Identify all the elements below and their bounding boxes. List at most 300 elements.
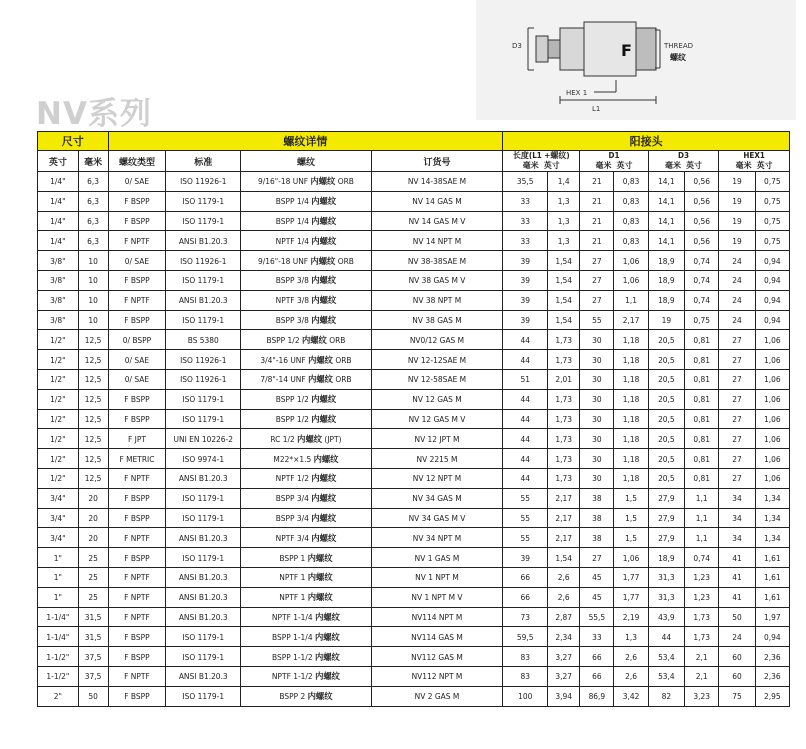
- cell-thread-type: 0/ SAE: [108, 369, 166, 389]
- thread-cn-label: 螺纹: [670, 53, 686, 62]
- cell-d1-inch: 1,18: [614, 429, 648, 449]
- cell-d1-mm: 21: [580, 172, 614, 192]
- cell-hex1-mm: 50: [719, 607, 755, 627]
- cell-thread: [241, 389, 372, 409]
- thread-label: THREAD: [664, 42, 694, 50]
- cell-mm: 50: [78, 686, 108, 706]
- cell-length-mm: 33: [503, 191, 548, 211]
- cell-thread-type: F BSPP: [108, 211, 166, 231]
- cell-inch: 1": [38, 587, 79, 607]
- cell-mm: 31,5: [78, 627, 108, 647]
- cell-mm: 25: [78, 587, 108, 607]
- cell-order-no: NV 12 JPT M: [371, 429, 503, 449]
- cell-d1-inch: 0,83: [614, 172, 648, 192]
- cell-length-mm: 44: [503, 449, 548, 469]
- cell-d3-mm: 18,9: [648, 251, 684, 271]
- cell-d3-inch: 0,74: [685, 251, 719, 271]
- thread-spec: BSPP 1/2: [275, 394, 309, 405]
- cell-order-no: NV 12 GAS M: [371, 389, 503, 409]
- cell-length-inch: 3,94: [548, 686, 580, 706]
- col-hex1-units: 毫米 英寸: [735, 161, 773, 170]
- cell-hex1-mm: 27: [719, 350, 755, 370]
- cell-d1-inch: 1,06: [614, 548, 648, 568]
- cell-order-no: NV 2 GAS M: [371, 686, 503, 706]
- cell-mm: 10: [78, 310, 108, 330]
- cell-d1-mm: 38: [580, 508, 614, 528]
- cell-thread: [241, 488, 372, 508]
- cell-hex1-mm: 41: [719, 548, 755, 568]
- cell-d3-mm: 20,5: [648, 389, 684, 409]
- cell-inch: 3/8": [38, 251, 79, 271]
- cell-length-mm: 55: [503, 508, 548, 528]
- thread-inner-label: 内螺纹: [308, 374, 333, 385]
- cell-thread: [241, 666, 372, 686]
- thread-spec: NPTF 3/4: [275, 532, 309, 543]
- cell-length-inch: 2,87: [548, 607, 580, 627]
- cell-d3-inch: 0,56: [685, 211, 719, 231]
- cell-thread-type: F BSPP: [108, 686, 166, 706]
- cell-thread: [241, 172, 372, 192]
- cell-hex1-mm: 27: [719, 449, 755, 469]
- cell-hex1-mm: 27: [719, 389, 755, 409]
- cell-d3-inch: 0,81: [685, 449, 719, 469]
- cell-thread: [241, 270, 372, 290]
- table-row: [38, 330, 790, 350]
- cell-thread-type: F NPTF: [108, 468, 166, 488]
- cell-d3-inch: 0,74: [685, 290, 719, 310]
- table-row: [38, 607, 790, 627]
- cell-length-mm: 59,5: [503, 627, 548, 647]
- cell-thread-type: F NPTF: [108, 607, 166, 627]
- cell-length-inch: 2,17: [548, 528, 580, 548]
- thread-spec: BSPP 1: [279, 552, 306, 563]
- cell-standard: ANSI B1.20.3: [166, 290, 241, 310]
- cell-inch: 1-1/2": [38, 666, 79, 686]
- cell-d1-mm: 45: [580, 567, 614, 587]
- fitting-drawing: [476, 0, 796, 120]
- thread-inner-label: 内螺纹: [307, 552, 333, 563]
- table-row: [38, 548, 790, 568]
- cell-d3-mm: 14,1: [648, 211, 684, 231]
- table-row: [38, 270, 790, 290]
- cell-order-no: NV114 NPT M: [371, 607, 503, 627]
- thread-spec: BSPP 3/4: [275, 493, 309, 504]
- cell-hex1-inch: 1,06: [755, 429, 789, 449]
- cell-thread-type: F NPTF: [108, 666, 166, 686]
- cell-hex1-inch: 0,94: [755, 251, 789, 271]
- cell-standard: ISO 1179-1: [166, 627, 241, 647]
- cell-d3-mm: 53,4: [648, 666, 684, 686]
- cell-length-inch: 1,73: [548, 350, 580, 370]
- cell-mm: 20: [78, 508, 108, 528]
- cell-d1-mm: 33: [580, 627, 614, 647]
- cell-inch: 1-1/4": [38, 607, 79, 627]
- cell-d3-mm: 18,9: [648, 270, 684, 290]
- table-row: [38, 350, 790, 370]
- table-row: [38, 647, 790, 667]
- cell-d1-mm: 55: [580, 310, 614, 330]
- cell-hex1-mm: 24: [719, 290, 755, 310]
- cell-d1-mm: 30: [580, 350, 614, 370]
- cell-d1-inch: 2,19: [614, 607, 648, 627]
- cell-d3-mm: 27,9: [648, 508, 684, 528]
- thread-spec: BSPP 1/2: [266, 334, 300, 345]
- cell-order-no: NV 34 GAS M: [371, 488, 503, 508]
- col-d1: [580, 151, 648, 172]
- cell-d1-mm: 27: [580, 270, 614, 290]
- cell-standard: ISO 9974-1: [166, 449, 241, 469]
- cell-mm: 12,5: [78, 369, 108, 389]
- cell-d3-inch: 1,73: [685, 627, 719, 647]
- cell-d1-inch: 1,1: [614, 290, 648, 310]
- cell-standard: ISO 1179-1: [166, 548, 241, 568]
- cell-length-mm: 39: [503, 548, 548, 568]
- cell-d3-mm: 19: [648, 310, 684, 330]
- cell-d3-inch: 0,74: [685, 548, 719, 568]
- cell-order-no: NV 38-38SAE M: [371, 251, 503, 271]
- cell-d1-inch: 1,5: [614, 488, 648, 508]
- cell-hex1-inch: 1,06: [755, 409, 789, 429]
- cell-d3-inch: 3,23: [685, 686, 719, 706]
- l1-label: L1: [592, 105, 601, 113]
- cell-order-no: NV 1 GAS M: [371, 548, 503, 568]
- thread-inner-label: 内螺纹: [314, 651, 340, 662]
- cell-thread-type: F BSPP: [108, 647, 166, 667]
- cell-inch: 1/2": [38, 389, 79, 409]
- cell-d1-inch: 3,42: [614, 686, 648, 706]
- cell-hex1-inch: 0,94: [755, 627, 789, 647]
- cell-d3-mm: 44: [648, 627, 684, 647]
- cell-mm: 25: [78, 567, 108, 587]
- col-thread-type: 螺纹类型: [108, 151, 166, 172]
- cell-d1-inch: 2,17: [614, 310, 648, 330]
- cell-standard: ANSI B1.20.3: [166, 607, 241, 627]
- cell-d3-inch: 1,23: [685, 567, 719, 587]
- thread-spec: BSPP 1/2: [275, 413, 309, 424]
- cell-d3-inch: 0,74: [685, 270, 719, 290]
- cell-thread-type: F BSPP: [108, 488, 166, 508]
- col-inch: 英寸: [38, 151, 79, 172]
- thread-inner-label: 内螺纹: [311, 394, 337, 405]
- thread-spec: BSPP 1/4: [275, 196, 309, 207]
- thread-inner-label: 内螺纹: [311, 413, 337, 424]
- cell-d1-inch: 0,83: [614, 211, 648, 231]
- cell-length-mm: 83: [503, 647, 548, 667]
- thread-spec: 7/8"-14 UNF: [260, 374, 306, 385]
- cell-hex1-mm: 24: [719, 270, 755, 290]
- cell-d1-mm: 66: [580, 647, 614, 667]
- cell-inch: 1/2": [38, 369, 79, 389]
- thread-inner-label: 内螺纹: [307, 592, 333, 603]
- cell-length-mm: 39: [503, 270, 548, 290]
- cell-d1-inch: 1,18: [614, 330, 648, 350]
- cell-standard: ISO 11926-1: [166, 350, 241, 370]
- thread-inner-label: 内螺纹: [311, 295, 337, 306]
- table-row: [38, 172, 790, 192]
- cell-thread: [241, 231, 372, 251]
- cell-thread: [241, 686, 372, 706]
- cell-d1-inch: 1,18: [614, 449, 648, 469]
- cell-thread-type: F BSPP: [108, 627, 166, 647]
- cell-thread-type: F NPTF: [108, 567, 166, 587]
- thread-inner-label: 内螺纹: [297, 433, 323, 444]
- cell-d3-inch: 1,1: [685, 528, 719, 548]
- cell-length-mm: 44: [503, 389, 548, 409]
- cell-d3-inch: 0,81: [685, 429, 719, 449]
- hex-label: HEX 1: [566, 89, 588, 97]
- cell-hex1-mm: 27: [719, 330, 755, 350]
- cell-thread: [241, 191, 372, 211]
- cell-inch: 3/4": [38, 528, 79, 548]
- cell-order-no: NV 14-38SAE M: [371, 172, 503, 192]
- cell-thread: [241, 350, 372, 370]
- cell-inch: 1/4": [38, 172, 79, 192]
- cell-hex1-mm: 75: [719, 686, 755, 706]
- cell-d1-mm: 27: [580, 548, 614, 568]
- cell-hex1-mm: 19: [719, 231, 755, 251]
- cell-hex1-inch: 2,36: [755, 666, 789, 686]
- thread-spec: BSPP 3/8: [275, 314, 309, 325]
- cell-hex1-inch: 0,75: [755, 191, 789, 211]
- group-male: 阳接头: [503, 132, 790, 151]
- cell-hex1-mm: 24: [719, 251, 755, 271]
- group-thread: 螺纹详情: [108, 132, 503, 151]
- cell-thread-type: F BSPP: [108, 270, 166, 290]
- cell-inch: 1-1/2": [38, 647, 79, 667]
- cell-d1-mm: 27: [580, 290, 614, 310]
- thread-spec: NPTF 1-1/2: [271, 671, 313, 682]
- cell-d1-mm: 66: [580, 666, 614, 686]
- spec-table: [37, 131, 790, 707]
- cell-length-inch: 1,4: [548, 172, 580, 192]
- cell-d3-inch: 0,56: [685, 172, 719, 192]
- cell-inch: 1-1/4": [38, 627, 79, 647]
- cell-standard: ISO 1179-1: [166, 508, 241, 528]
- cell-hex1-mm: 34: [719, 508, 755, 528]
- cell-thread: [241, 449, 372, 469]
- cell-thread-type: F NPTF: [108, 587, 166, 607]
- cell-length-mm: 44: [503, 350, 548, 370]
- cell-length-mm: 73: [503, 607, 548, 627]
- cell-hex1-mm: 41: [719, 567, 755, 587]
- cell-length-mm: 83: [503, 666, 548, 686]
- cell-mm: 12,5: [78, 429, 108, 449]
- thread-spec: NPTF 1: [279, 592, 306, 603]
- cell-thread: [241, 290, 372, 310]
- cell-d1-mm: 55,5: [580, 607, 614, 627]
- cell-inch: 1/4": [38, 191, 79, 211]
- cell-mm: 6,3: [78, 231, 108, 251]
- cell-mm: 20: [78, 488, 108, 508]
- cell-length-inch: 1,54: [548, 310, 580, 330]
- cell-inch: 1/2": [38, 429, 79, 449]
- cell-inch: 1/2": [38, 468, 79, 488]
- cell-length-inch: 2,17: [548, 508, 580, 528]
- cell-d3-inch: 2,1: [685, 666, 719, 686]
- cell-thread: [241, 369, 372, 389]
- cell-d1-inch: 1,18: [614, 409, 648, 429]
- cell-thread: [241, 647, 372, 667]
- cell-order-no: NV 38 GAS M: [371, 310, 503, 330]
- cell-d3-mm: 20,5: [648, 369, 684, 389]
- cell-d3-mm: 14,1: [648, 231, 684, 251]
- cell-thread: [241, 528, 372, 548]
- thread-inner-label: 内螺纹: [307, 691, 333, 702]
- cell-d1-inch: 2,6: [614, 666, 648, 686]
- cell-d3-inch: 0,81: [685, 468, 719, 488]
- cell-length-inch: 1,73: [548, 449, 580, 469]
- cell-thread: [241, 567, 372, 587]
- cell-mm: 31,5: [78, 607, 108, 627]
- cell-d1-mm: 38: [580, 528, 614, 548]
- cell-length-inch: 2,01: [548, 369, 580, 389]
- cell-d1-inch: 1,5: [614, 528, 648, 548]
- cell-d3-inch: 0,56: [685, 231, 719, 251]
- cell-thread-type: F JPT: [108, 429, 166, 449]
- cell-thread-type: F BSPP: [108, 508, 166, 528]
- cell-hex1-inch: 1,61: [755, 587, 789, 607]
- cell-hex1-mm: 24: [719, 310, 755, 330]
- cell-thread-type: F NPTF: [108, 528, 166, 548]
- cell-d1-mm: 21: [580, 191, 614, 211]
- table-row: [38, 666, 790, 686]
- cell-thread: [241, 409, 372, 429]
- cell-mm: 12,5: [78, 389, 108, 409]
- cell-d3-mm: 31,3: [648, 567, 684, 587]
- cell-inch: 3/4": [38, 508, 79, 528]
- cell-thread-type: 0/ SAE: [108, 350, 166, 370]
- cell-hex1-mm: 27: [719, 409, 755, 429]
- thread-inner-label: 内螺纹: [310, 255, 336, 266]
- cell-length-inch: 2,6: [548, 587, 580, 607]
- cell-d1-inch: 1,18: [614, 350, 648, 370]
- cell-thread: [241, 627, 372, 647]
- cell-hex1-inch: 1,06: [755, 468, 789, 488]
- cell-length-mm: 39: [503, 310, 548, 330]
- cell-d3-mm: 20,5: [648, 330, 684, 350]
- cell-standard: ANSI B1.20.3: [166, 567, 241, 587]
- col-mm: 毫米: [78, 151, 108, 172]
- cell-d1-mm: 30: [580, 389, 614, 409]
- cell-inch: 1/2": [38, 409, 79, 429]
- cell-hex1-inch: 1,61: [755, 567, 789, 587]
- thread-inner-label: 内螺纹: [307, 572, 333, 583]
- cell-mm: 6,3: [78, 172, 108, 192]
- cell-d3-mm: 27,9: [648, 488, 684, 508]
- cell-d1-mm: 30: [580, 409, 614, 429]
- cell-length-mm: 44: [503, 330, 548, 350]
- col-thread: 螺纹: [241, 151, 372, 172]
- cell-length-inch: 1,73: [548, 409, 580, 429]
- cell-d1-mm: 30: [580, 429, 614, 449]
- cell-hex1-mm: 41: [719, 587, 755, 607]
- cell-thread: [241, 607, 372, 627]
- cell-order-no: NV114 GAS M: [371, 627, 503, 647]
- cell-inch: 3/8": [38, 290, 79, 310]
- cell-order-no: NV112 NPT M: [371, 666, 503, 686]
- cell-hex1-mm: 27: [719, 468, 755, 488]
- cell-thread-type: F BSPP: [108, 409, 166, 429]
- cell-hex1-inch: 1,61: [755, 548, 789, 568]
- cell-hex1-mm: 27: [719, 369, 755, 389]
- cell-hex1-inch: 0,75: [755, 172, 789, 192]
- cell-order-no: NV0/12 GAS M: [371, 330, 503, 350]
- thread-spec: 9/16"-18 UNF: [257, 255, 309, 266]
- cell-length-inch: 1,3: [548, 191, 580, 211]
- table-row: [38, 528, 790, 548]
- table-row: [38, 686, 790, 706]
- cell-thread-type: F BSPP: [108, 310, 166, 330]
- cell-order-no: NV 12 GAS M V: [371, 409, 503, 429]
- thread-spec: BSPP 2: [279, 691, 306, 702]
- cell-length-mm: 44: [503, 429, 548, 449]
- table-row: [38, 508, 790, 528]
- cell-length-inch: 2,17: [548, 488, 580, 508]
- thread-spec: BSPP 3/4: [275, 512, 309, 523]
- cell-d3-mm: 20,5: [648, 449, 684, 469]
- cell-standard: ISO 1179-1: [166, 191, 241, 211]
- cell-thread: [241, 587, 372, 607]
- cell-length-inch: 1,54: [548, 270, 580, 290]
- cell-length-inch: 2,6: [548, 567, 580, 587]
- thread-suffix: ORB: [332, 354, 352, 365]
- thread-suffix: ORB: [326, 334, 346, 345]
- cell-inch: 1/2": [38, 330, 79, 350]
- cell-length-inch: 3,27: [548, 647, 580, 667]
- cell-mm: 10: [78, 270, 108, 290]
- thread-spec: NPTF 1: [279, 572, 306, 583]
- cell-standard: ISO 1179-1: [166, 389, 241, 409]
- cell-hex1-inch: 1,06: [755, 330, 789, 350]
- table-row: [38, 587, 790, 607]
- cell-d1-inch: 1,18: [614, 369, 648, 389]
- cell-d3-mm: 20,5: [648, 409, 684, 429]
- cell-hex1-inch: 1,34: [755, 508, 789, 528]
- thread-spec: M22*×1.5: [273, 453, 312, 464]
- cell-inch: 3/8": [38, 310, 79, 330]
- cell-d3-inch: 0,56: [685, 191, 719, 211]
- cell-order-no: NV 1 NPT M: [371, 567, 503, 587]
- cell-d3-mm: 20,5: [648, 429, 684, 449]
- cell-length-inch: 1,3: [548, 211, 580, 231]
- cell-d3-inch: 0,81: [685, 369, 719, 389]
- cell-standard: ISO 1179-1: [166, 310, 241, 330]
- thread-inner-label: 内螺纹: [308, 354, 333, 365]
- thread-spec: NPTF 1/2: [275, 473, 309, 484]
- cell-length-mm: 33: [503, 231, 548, 251]
- thread-spec: BSPP 1-1/4: [272, 631, 313, 642]
- cell-d3-mm: 43,9: [648, 607, 684, 627]
- cell-thread: [241, 429, 372, 449]
- cell-hex1-mm: 34: [719, 528, 755, 548]
- cell-mm: 6,3: [78, 211, 108, 231]
- table-row: [38, 389, 790, 409]
- table-row: [38, 468, 790, 488]
- cell-d3-inch: 1,73: [685, 607, 719, 627]
- f-label: F: [621, 41, 632, 60]
- thread-inner-label: 内螺纹: [311, 215, 337, 226]
- thread-inner-label: 内螺纹: [311, 314, 337, 325]
- thread-inner-label: 内螺纹: [314, 631, 340, 642]
- thread-spec: BSPP 3/8: [275, 275, 309, 286]
- thread-inner-label: 内螺纹: [311, 532, 337, 543]
- thread-spec: BSPP 1-1/2: [272, 651, 313, 662]
- thread-spec: 9/16"-18 UNF: [257, 176, 309, 187]
- cell-hex1-mm: 24: [719, 627, 755, 647]
- cell-length-mm: 39: [503, 290, 548, 310]
- cell-hex1-inch: 2,95: [755, 686, 789, 706]
- cell-standard: ANSI B1.20.3: [166, 468, 241, 488]
